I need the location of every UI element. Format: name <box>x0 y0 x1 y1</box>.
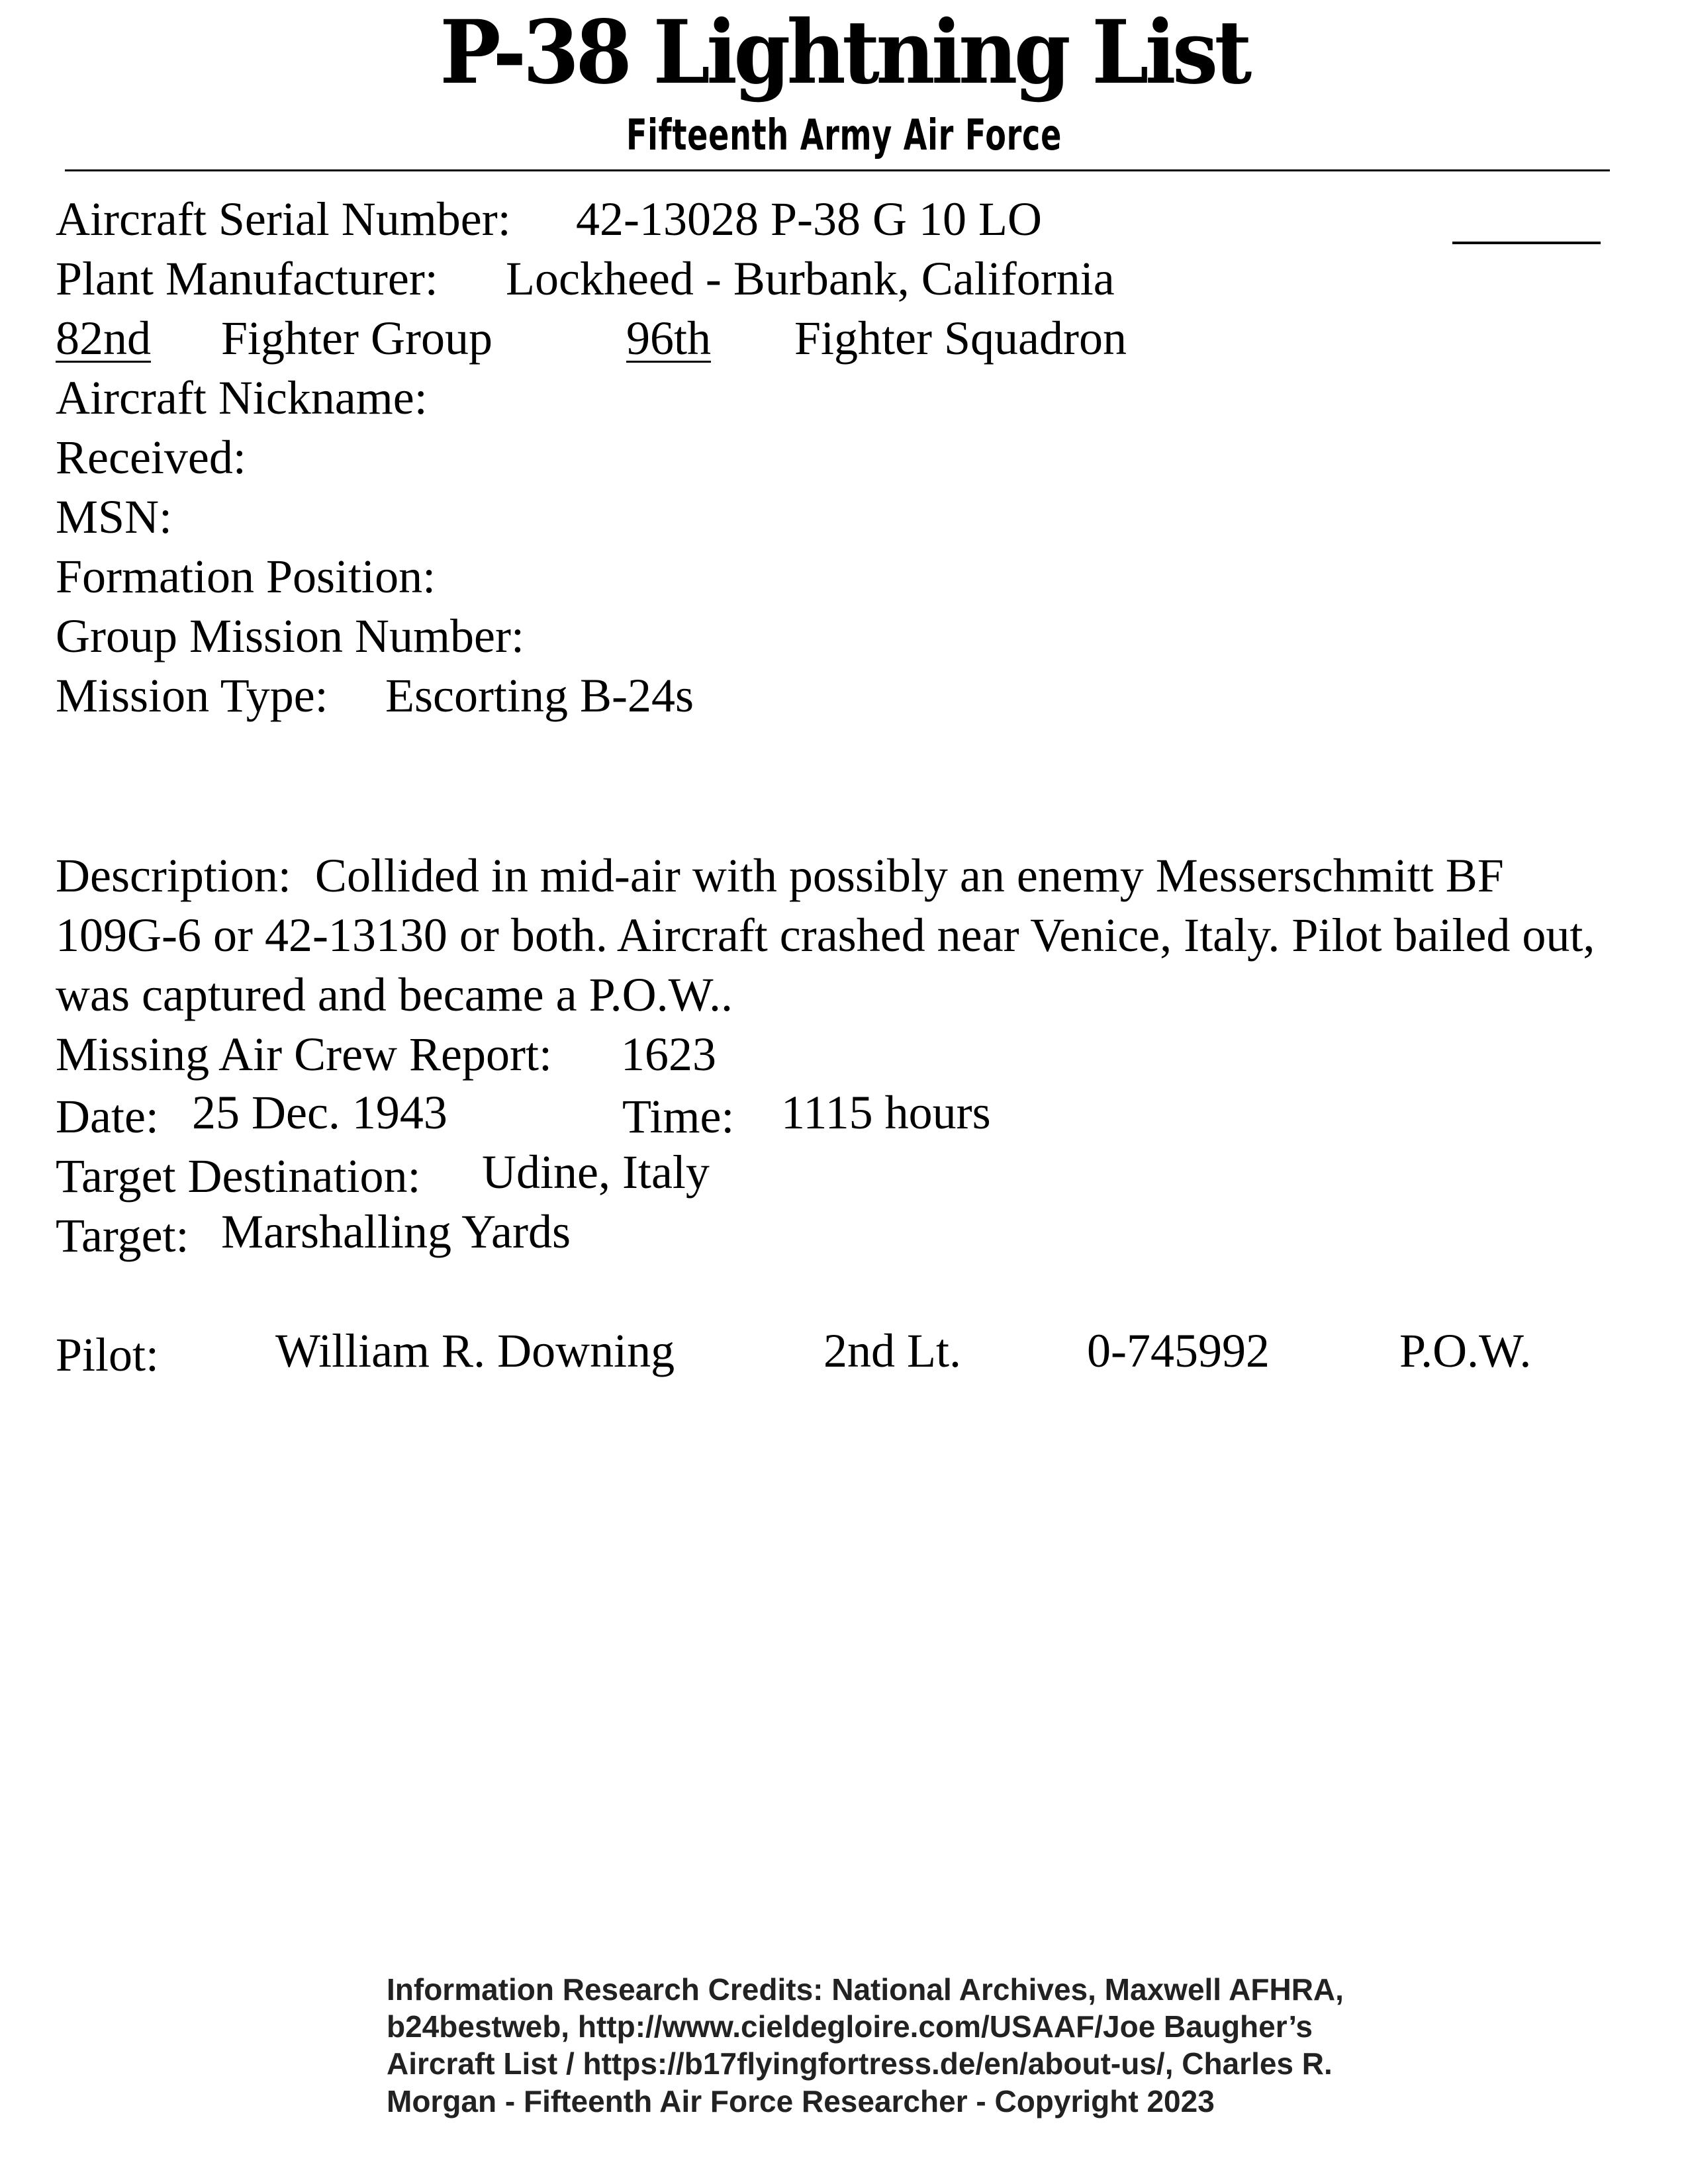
credits-line-3a: Aircraft List / <box>387 2046 583 2081</box>
credits-line-2: b24bestweb, http://www.cieldegloire.com/USAAF/Joe Baugher’s <box>387 2009 1313 2044</box>
target-value: Marshalling Yards <box>221 1205 571 1258</box>
date-value: 25 Dec. 1943 <box>192 1086 447 1139</box>
credits-line-3b: https://b17flyingfortress.de/en/about-us/, Charles R. <box>583 2046 1333 2081</box>
time-value: 1115 hours <box>781 1086 991 1139</box>
blank-field-line <box>1452 242 1601 244</box>
serial-label: Aircraft Serial Number: <box>56 193 511 246</box>
crew-rank: 2nd Lt. <box>823 1324 961 1377</box>
page-title: P-38 Lightning List <box>440 1 1248 104</box>
target-destination-value: Udine, Italy <box>482 1146 710 1199</box>
credits-line-4: Morgan - Fifteenth Air Force Researcher - Copyright 2023 <box>387 2084 1215 2118</box>
mission-type-label: Mission Type: <box>56 669 328 722</box>
macr-value: 1623 <box>621 1028 716 1081</box>
received-label: Received: <box>56 431 246 484</box>
header-divider <box>65 169 1610 171</box>
fighter-squadron-label: Fighter Squadron <box>794 312 1127 365</box>
credits-line-3 <box>387 2045 1344 2083</box>
macr-label: Missing Air Crew Report: <box>56 1028 552 1081</box>
target-label: Target: <box>56 1209 189 1262</box>
manufacturer-label: Plant Manufacturer: <box>56 252 438 305</box>
fighter-group-value: 82nd <box>56 312 151 365</box>
date-label: Date: <box>56 1090 159 1143</box>
description-text: Collided in mid-air with possibly an enemy Messerschmitt BF 109G-6 or 42-13130 or both. Aircraft crashed near Venice, Italy. Pilot bailed out, was captured and became a P.O.W.. <box>56 849 1595 1021</box>
serial-value: 42-13028 P-38 G 10 LO <box>576 193 1042 246</box>
time-label: Time: <box>622 1090 735 1143</box>
crew-status: P.O.W. <box>1399 1324 1532 1377</box>
crew-serial: 0-745992 <box>1087 1324 1270 1377</box>
description-label: Description: <box>56 849 291 902</box>
crew-name: William R. Downing <box>275 1324 675 1377</box>
description <box>56 846 1631 1024</box>
nickname-label: Aircraft Nickname: <box>56 371 428 424</box>
target-destination-label: Target Destination: <box>56 1150 421 1203</box>
page-subtitle: Fifteenth Army Air Force <box>626 111 1062 160</box>
msn-label: MSN: <box>56 490 173 543</box>
manufacturer-value: Lockheed - Burbank, California <box>506 252 1115 305</box>
formation-position-label: Formation Position: <box>56 550 436 603</box>
mission-type-value: Escorting B-24s <box>385 669 694 722</box>
research-credits <box>387 1971 1344 2120</box>
group-mission-number-label: Group Mission Number: <box>56 610 524 662</box>
credits-line-1: Information Research Credits: National Archives, Maxwell AFHRA, <box>387 1972 1344 2007</box>
fighter-group-label: Fighter Group <box>221 312 492 365</box>
crew-role: Pilot: <box>56 1328 160 1381</box>
fighter-squadron-value: 96th <box>626 312 712 365</box>
